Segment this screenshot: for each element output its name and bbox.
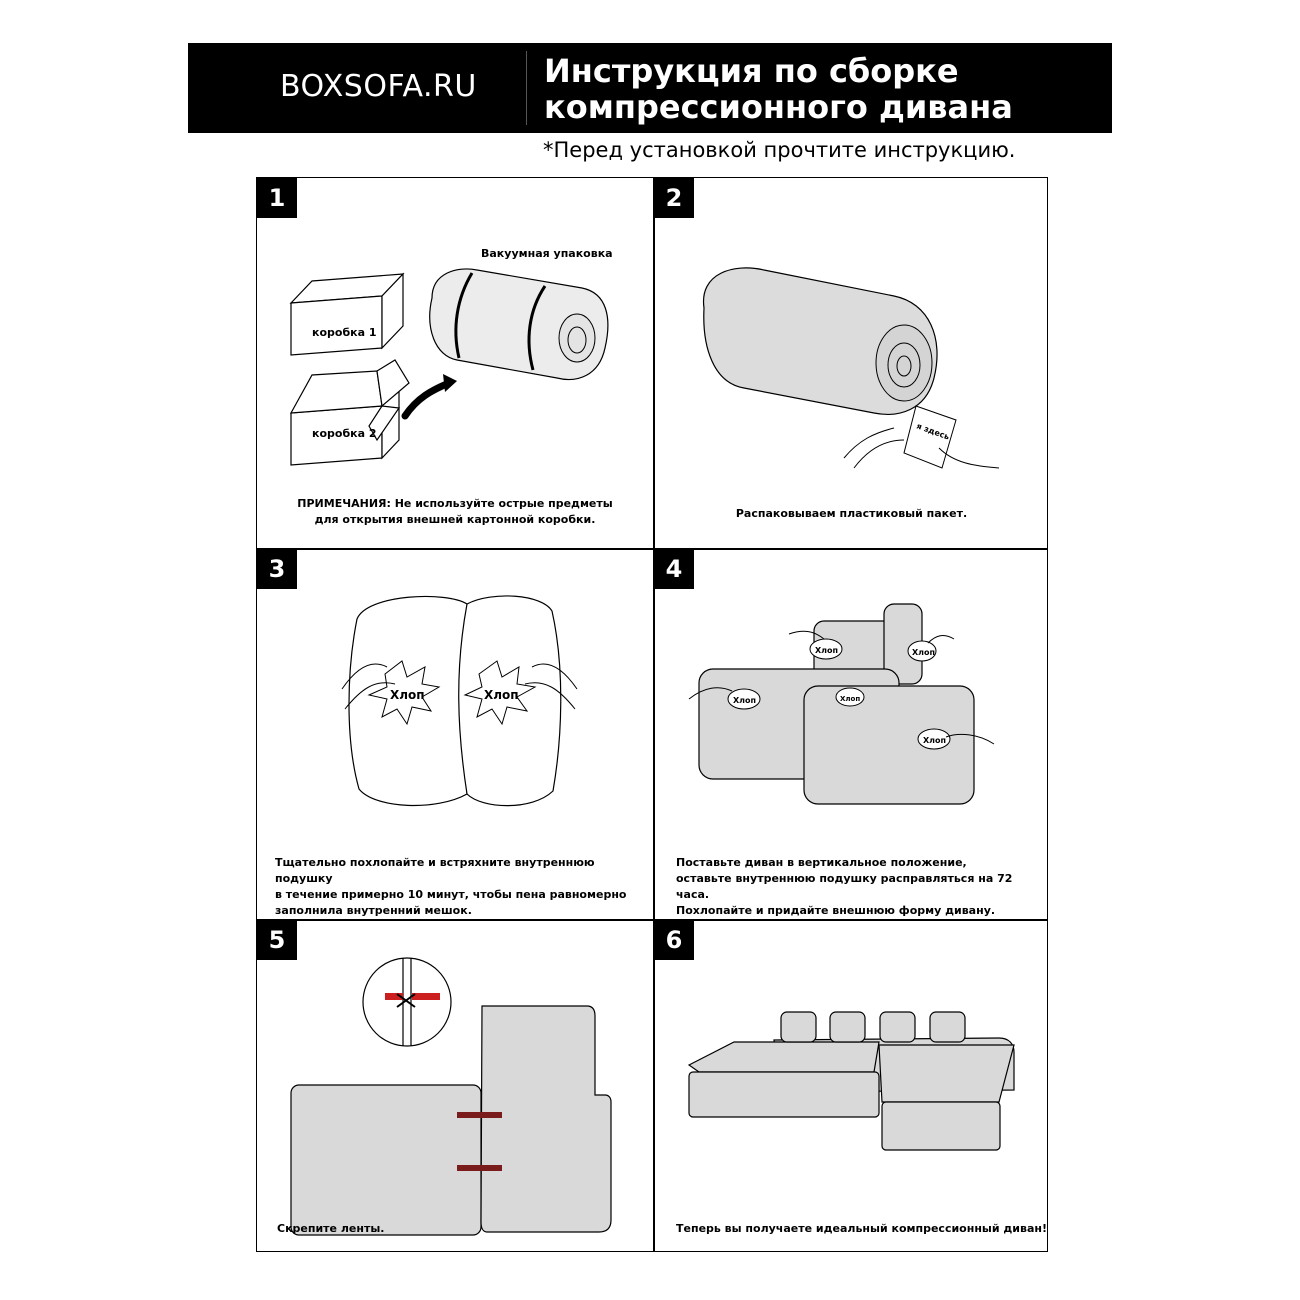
step-5-panel [257,920,653,1253]
step-6-panel [654,920,1049,1253]
step-6-number: 6 [654,920,694,960]
box-2-label: коробка 2 [312,427,377,440]
step-4-panel [654,549,1049,919]
vacuum-label: Вакуумная упаковка [481,247,613,260]
box-1-label: коробка 1 [312,326,377,339]
step-2-number: 2 [654,178,694,218]
header-banner [188,43,1112,133]
step-5-number: 5 [257,920,297,960]
step-1-caption-line-1: ПРИМЕЧАНИЯ: Не используйте острые предметы [297,497,613,510]
clap-label-1: Хлоп [815,646,839,655]
step-4-caption-line-2: оставьте внутреннюю подушку расправляться на 72 часа. [676,872,1013,901]
subtitle-note: *Перед установкой прочтите инструкцию. [543,138,1016,162]
clap-label-4: Хлоп [840,695,861,703]
step-3-panel [257,549,653,919]
step-3-caption-line-2: в течение примерно 10 минут, чтобы пена равномерно [275,888,627,901]
step-1-panel [257,178,653,548]
step-1-caption-line-2: для открытия внешней картонной коробки. [314,513,596,526]
step-5-caption-line-1: Скрепите ленты. [277,1222,385,1235]
clap-label-3: Хлоп [733,696,757,705]
step-1-number: 1 [257,178,297,218]
page-title [544,53,1013,125]
vacuum-roll-drawing [704,268,938,414]
title-line-2: компрессионного дивана [544,88,1013,126]
step-5-illustration [257,920,653,1253]
step-4-caption-line-1: Поставьте диван в вертикальное положение, [676,856,967,869]
step-2-panel [654,178,1049,548]
step-1-illustration [257,178,653,548]
pillow-drawing [349,596,561,806]
box-2-drawing [291,360,409,465]
step-2-illustration [654,178,1049,548]
sofa-block-drawing [291,1006,611,1235]
step-2-caption [654,506,1049,522]
finished-sofa-drawing [689,1012,1014,1150]
step-1-caption [257,496,653,528]
clap-label-right: Хлоп [484,688,519,702]
step-5-caption [277,1221,653,1237]
step-2-caption-line-1: Распаковываем пластиковый пакет. [735,507,968,520]
step-6-caption-line-1: Теперь вы получаете идеальный компрессионный диван! [676,1222,1048,1235]
vacuum-roll-drawing [430,269,608,380]
step-6-caption [676,1221,1049,1237]
strap-bottom-icon [457,1165,502,1171]
here-label: я здесь [915,421,951,442]
header-divider [526,51,527,125]
clap-label-left: Хлоп [390,688,425,702]
strap-top-icon [457,1112,502,1118]
clap-label-5: Хлоп [923,736,947,745]
step-3-caption-line-1: Тщательно похлопайте и встряхните внутреннюю подушку [275,856,595,885]
step-4-number: 4 [654,549,694,589]
step-3-caption [275,855,653,919]
box-1-drawing [291,274,403,355]
step-6-illustration [654,920,1049,1253]
step-4-caption-line-3: Похлопайте и придайте внешнюю форму дивану. [676,904,996,917]
step-3-number: 3 [257,549,297,589]
step-4-caption [676,855,1049,919]
title-line-1: Инструкция по сборке [544,52,959,90]
brand-logo: BOXSOFA.RU [280,69,477,104]
step-3-caption-line-3: заполнила внутренний мешок. [275,904,472,917]
clap-label-2: Хлоп [912,648,936,657]
instruction-grid [256,177,1048,1252]
arrow-icon [405,383,449,416]
